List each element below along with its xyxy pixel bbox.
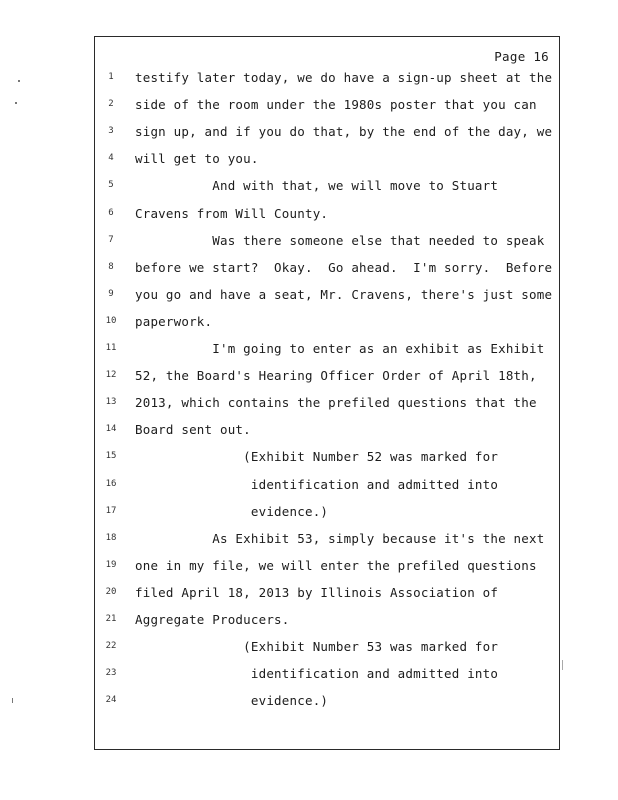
line-number: 3 xyxy=(108,126,114,137)
scan-speck xyxy=(12,698,13,703)
line-number: 18 xyxy=(105,532,117,543)
line-number: 11 xyxy=(105,343,117,353)
transcript-line-text: As Exhibit 53, simply because it's the next xyxy=(135,530,545,546)
line-number: 22 xyxy=(105,641,117,652)
line-number: 1 xyxy=(108,72,114,82)
transcript-line-text: paperwork. xyxy=(135,313,213,329)
transcript-line-text: sign up, and if you do that, by the end of the day, we xyxy=(135,124,553,140)
line-number: 7 xyxy=(108,234,114,245)
transcript-line-text: identification and admitted into xyxy=(135,666,499,682)
transcript-line-text: Cravens from Will County. xyxy=(135,205,329,221)
line-number: 15 xyxy=(105,451,117,462)
transcript-line-text: 52, the Board's Hearing Officer Order of April 18th, xyxy=(135,368,537,384)
line-number: 23 xyxy=(105,668,117,679)
transcript-line-text: Board sent out. xyxy=(135,422,251,438)
transcript-line-text: evidence.) xyxy=(135,503,329,519)
line-number: 16 xyxy=(105,478,117,489)
line-number: 20 xyxy=(105,586,117,597)
transcript-line-text: (Exhibit Number 53 was marked for xyxy=(135,639,499,655)
transcript-line-text: Was there someone else that needed to speak xyxy=(135,232,545,248)
transcript-line-text: will get to you. xyxy=(135,151,259,167)
line-number: 9 xyxy=(108,288,114,299)
transcript-line-text: (Exhibit Number 52 was marked for xyxy=(135,449,499,465)
page-number: Page 16 xyxy=(494,49,549,64)
line-number: 10 xyxy=(105,315,117,326)
transcript-line-text: I'm going to enter as an exhibit as Exhibit xyxy=(135,341,545,356)
line-number: 13 xyxy=(105,397,117,408)
line-number: 14 xyxy=(105,424,117,435)
transcript-line-text: testify later today, we do have a sign-up sheet at the xyxy=(135,70,553,85)
scan-speck xyxy=(18,80,20,82)
line-number: 19 xyxy=(105,559,117,570)
transcript-line-text: one in my file, we will enter the prefiled questions xyxy=(135,557,537,573)
scan-speck xyxy=(15,102,17,104)
transcript-line-text: evidence.) xyxy=(135,693,329,709)
line-number: 5 xyxy=(108,180,114,191)
line-number: 12 xyxy=(105,370,117,381)
line-number: 8 xyxy=(108,261,114,272)
transcript-line-text: And with that, we will move to Stuart xyxy=(135,178,499,194)
transcript-line-text: 2013, which contains the prefiled questions that the xyxy=(135,395,537,411)
transcript-line-text: side of the room under the 1980s poster that you can xyxy=(135,97,537,113)
transcript-line-text: you go and have a seat, Mr. Cravens, there's just some xyxy=(135,286,553,302)
line-number: 4 xyxy=(108,153,114,164)
transcript-line-text: before we start? Okay. Go ahead. I'm sorry. Before xyxy=(135,259,553,275)
line-number: 6 xyxy=(108,207,114,218)
transcript-line-text: filed April 18, 2013 by Illinois Association of xyxy=(135,584,499,600)
line-number: 17 xyxy=(105,505,117,516)
line-number: 21 xyxy=(105,614,117,624)
transcript-line-text: Aggregate Producers. xyxy=(135,612,290,627)
line-number: 24 xyxy=(105,695,117,706)
line-number: 2 xyxy=(108,99,114,110)
scan-speck xyxy=(562,660,563,670)
transcript-line-text: identification and admitted into xyxy=(135,476,499,492)
